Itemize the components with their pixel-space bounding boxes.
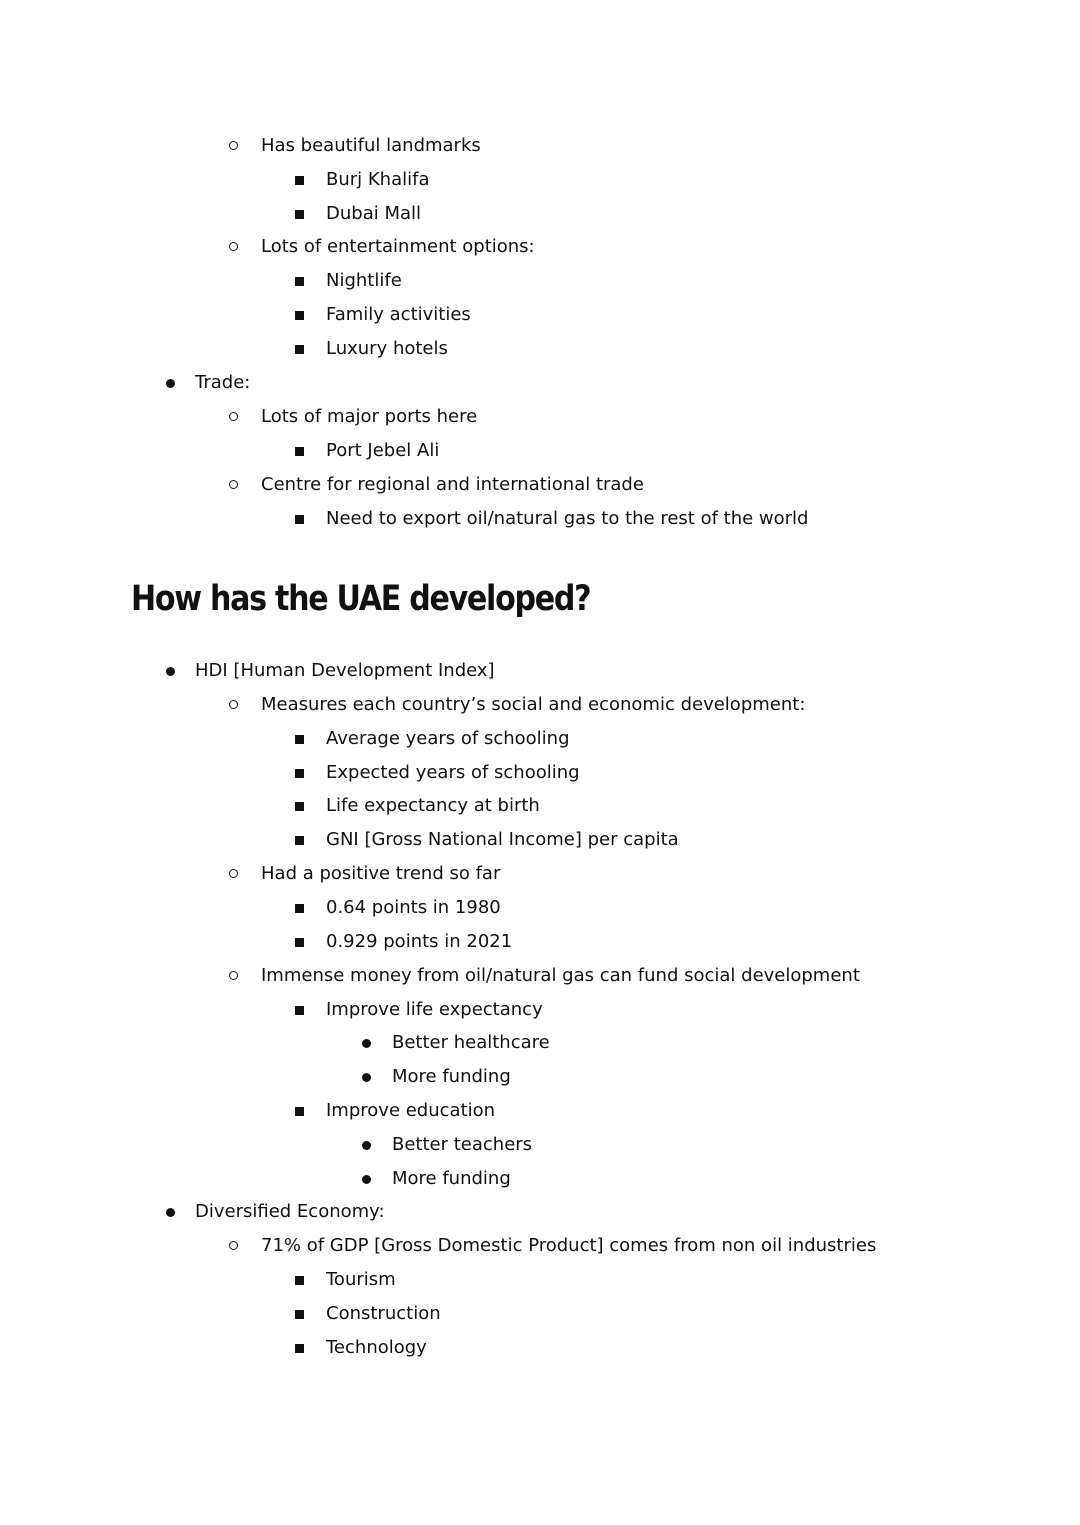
section-heading: How has the UAE developed?	[131, 579, 591, 619]
list-item-text: 71% of GDP [Gross Domestic Product] comes from non oil industries	[261, 1235, 877, 1256]
square-bullet-icon	[295, 1276, 304, 1285]
square-bullet-icon	[295, 515, 304, 524]
list-item-text: Improve life expectancy	[326, 999, 543, 1020]
circle-bullet-icon	[229, 971, 238, 980]
list-item-text: Construction	[326, 1303, 441, 1324]
list-item-text: Luxury hotels	[326, 338, 448, 359]
square-bullet-icon	[295, 311, 304, 320]
square-bullet-icon	[295, 735, 304, 744]
square-bullet-icon	[295, 802, 304, 811]
list-item-text: Tourism	[326, 1269, 396, 1290]
list-item-text: Immense money from oil/natural gas can fund social development	[261, 965, 860, 986]
disc-bullet-icon	[166, 1208, 175, 1217]
square-bullet-icon	[295, 1006, 304, 1015]
list-item-text: Centre for regional and international trade	[261, 474, 644, 495]
square-bullet-icon	[295, 176, 304, 185]
list-item-text: Trade:	[195, 372, 251, 393]
disc-bullet-icon	[166, 379, 175, 388]
list-item-text: Dubai Mall	[326, 203, 422, 224]
list-item-text: More funding	[392, 1168, 511, 1189]
list-item-text: Diversified Economy:	[195, 1201, 385, 1222]
disc-bullet-icon	[362, 1039, 371, 1048]
list-item-text: HDI [Human Development Index]	[195, 660, 495, 681]
list-item-text: Need to export oil/natural gas to the rest of the world	[326, 508, 809, 529]
list-item-text: Had a positive trend so far	[261, 863, 501, 884]
circle-bullet-icon	[229, 412, 238, 421]
square-bullet-icon	[295, 1107, 304, 1116]
list-item-text: Nightlife	[326, 270, 402, 291]
disc-bullet-icon	[362, 1141, 371, 1150]
list-item-text: Better healthcare	[392, 1032, 550, 1053]
disc-bullet-icon	[362, 1175, 371, 1184]
list-item-text: Has beautiful landmarks	[261, 135, 481, 156]
square-bullet-icon	[295, 447, 304, 456]
square-bullet-icon	[295, 1344, 304, 1353]
list-item-text: Family activities	[326, 304, 471, 325]
list-item-text: Measures each country’s social and economic development:	[261, 694, 806, 715]
circle-bullet-icon	[229, 1241, 238, 1250]
list-item-text: Technology	[326, 1337, 427, 1358]
square-bullet-icon	[295, 345, 304, 354]
square-bullet-icon	[295, 1310, 304, 1319]
square-bullet-icon	[295, 210, 304, 219]
list-item-text: Improve education	[326, 1100, 496, 1121]
list-item-text: Life expectancy at birth	[326, 795, 540, 816]
square-bullet-icon	[295, 769, 304, 778]
list-item-text: Burj Khalifa	[326, 169, 430, 190]
list-item-text: GNI [Gross National Income] per capita	[326, 829, 679, 850]
circle-bullet-icon	[229, 869, 238, 878]
list-item-text: 0.64 points in 1980	[326, 897, 501, 918]
list-item-text: Lots of entertainment options:	[261, 236, 535, 257]
circle-bullet-icon	[229, 480, 238, 489]
list-item-text: Better teachers	[392, 1134, 533, 1155]
list-item-text: Expected years of schooling	[326, 762, 580, 783]
list-item-text: Average years of schooling	[326, 728, 570, 749]
square-bullet-icon	[295, 836, 304, 845]
circle-bullet-icon	[229, 242, 238, 251]
square-bullet-icon	[295, 277, 304, 286]
circle-bullet-icon	[229, 700, 238, 709]
circle-bullet-icon	[229, 141, 238, 150]
list-item-text: 0.929 points in 2021	[326, 931, 513, 952]
disc-bullet-icon	[362, 1073, 371, 1082]
list-item-text: More funding	[392, 1066, 511, 1087]
square-bullet-icon	[295, 938, 304, 947]
disc-bullet-icon	[166, 667, 175, 676]
list-item-text: Port Jebel Ali	[326, 440, 440, 461]
square-bullet-icon	[295, 904, 304, 913]
list-item-text: Lots of major ports here	[261, 406, 478, 427]
